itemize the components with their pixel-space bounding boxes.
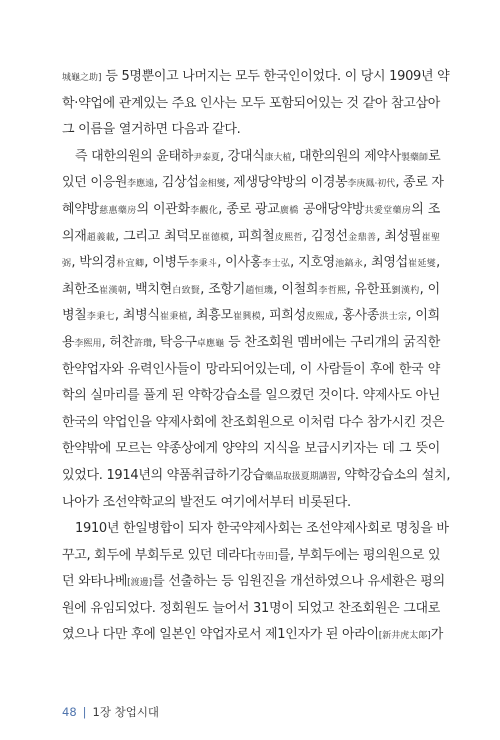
hanja-annotation: 崔興模 (232, 312, 262, 323)
paragraph-member-list (62, 144, 451, 516)
hanja-annotation: 崔延燮 (407, 259, 437, 270)
hanja-annotation: 白致賢 (171, 285, 201, 296)
text-run: , 이철희 (273, 281, 319, 297)
text-line (62, 543, 440, 570)
text-run: , (436, 255, 440, 271)
hanja-annotation: 趙義載 (86, 232, 116, 243)
paragraph-continued (62, 64, 450, 144)
text-run: 1910년 한일병합이 되자 한국약제사회는 조선약제사회로 명칭을 바 (75, 521, 449, 537)
text-run: 한국의 약업인을 약제사회에 찬조회원으로 이처럼 다수 참가시킨 것은 (62, 414, 445, 430)
text-line (62, 383, 440, 410)
hanja-annotation: 許瓚 (133, 338, 153, 349)
text-run: 를, 부회두에는 평의원으로 있 (277, 547, 441, 563)
text-run: 용 (62, 334, 75, 350)
hanja-annotation: 金相燮 (198, 179, 226, 190)
hanja-annotation: 池鎬永 (334, 259, 364, 270)
text-run: , 유한표 (346, 281, 392, 297)
hanja-annotation: [渡邊] (127, 578, 153, 589)
hanja-annotation: 李觀化 (189, 205, 219, 216)
text-run: 있었다. 1914년의 약품취급하기강습 (62, 467, 265, 483)
text-run: , 조항기 (200, 281, 246, 297)
hanja-annotation: 洪士宗 (379, 312, 408, 323)
text-run: 등 찬조회원 멤버에는 구리개의 굵직한 (224, 334, 440, 350)
hanja-annotation: 金鼎善 (347, 232, 377, 243)
text-line (62, 144, 440, 171)
text-run: , 허찬 (101, 334, 134, 350)
text-run: , 종로 자 (395, 175, 444, 191)
text-line (62, 463, 451, 490)
chapter-title: 1장 창업시대 (92, 705, 160, 719)
text-run: 로 (428, 148, 441, 164)
text-run: , 최병식 (114, 308, 160, 324)
text-run: , 지호영 (290, 255, 335, 271)
text-run: 학·약업에 관계있는 주요 인사는 모두 포함되어있는 것 같아 참고삼아 (62, 95, 440, 111)
text-run: 그 이름을 열거하면 다음과 같다. (62, 122, 241, 138)
text-run: 공애당약방 (298, 201, 365, 217)
text-run: 있던 이응원 (62, 175, 128, 191)
hanja-annotation: 李士弘 (261, 259, 291, 270)
hanja-annotation: 共愛堂藥房 (364, 205, 412, 216)
hanja-annotation: 皮熙哲 (274, 232, 303, 243)
text-run: , 백치현 (127, 281, 172, 297)
text-run: 던 와타나베 (62, 574, 128, 590)
hanja-annotation: [寺田] (252, 551, 278, 562)
page-number: 48 (62, 705, 77, 719)
text-line (62, 410, 445, 437)
hanja-annotation: 劉漢杓 (391, 285, 420, 296)
text-run: 꾸고, 회두에 부회두로 있던 데라다 (62, 547, 253, 563)
text-run: 등 5명뿐이고 나머지는 모두 한국인이었다. 이 당시 1909년 약 (101, 69, 450, 84)
text-run: , 최성필 (376, 228, 422, 244)
hanja-annotation: 城龜之助] (62, 73, 102, 83)
text-run: , 최흥모 (188, 308, 233, 324)
hanja-annotation: 皮熙成 (305, 312, 335, 323)
text-run: , 강대식 (220, 148, 265, 164)
text-run: , 탁응구 (152, 334, 197, 350)
text-run: 를 선출하는 등 임원진을 개선하였으나 유세환은 평의 (152, 574, 445, 590)
text-run: 즉 대한의원의 윤태하 (75, 148, 193, 164)
text-line (62, 303, 440, 330)
text-run: 한약업자와 유력인사들이 망라되어있는데, 이 사람들이 후에 한국 약 (62, 361, 440, 377)
text-run: , 피희성 (261, 308, 306, 324)
text-run: , 제생당약방의 이경봉 (225, 175, 348, 191)
text-run: 학의 실마리를 풀게 된 약학강습소를 일으켰던 것이다. 약제사도 아닌 (62, 388, 440, 404)
text-line (62, 117, 440, 144)
text-line (62, 197, 440, 224)
hanja-annotation: 弼 (62, 259, 72, 270)
hanja-annotation: 李庚鳳·初代 (347, 179, 396, 190)
text-line (62, 516, 449, 543)
text-run: , 김상섭 (154, 175, 199, 191)
text-line (62, 596, 440, 623)
hanja-annotation: 朴宜卿 (116, 259, 145, 270)
hanja-annotation: 崔聖 (421, 232, 440, 243)
text-line (62, 622, 444, 649)
hanja-annotation: 李秉斗 (189, 259, 218, 270)
text-run: 최한조 (62, 281, 99, 297)
hanja-annotation: 崔德模 (200, 232, 230, 243)
text-line (62, 277, 440, 304)
text-run: 의 이관화 (136, 201, 190, 217)
text-run: 혜약방 (62, 201, 99, 217)
hanja-annotation: 康大植 (264, 152, 292, 163)
hanja-annotation: 製藥師 (401, 152, 429, 163)
text-run: , 그리고 최덕모 (115, 228, 201, 244)
text-run: , 이사홍 (217, 255, 262, 271)
text-run: 나아가 조선약학교의 발전도 여기에서부터 비롯된다. (62, 494, 351, 510)
text-run: 병칠 (62, 308, 87, 324)
text-run: , 피희철 (229, 228, 275, 244)
paragraph-1910 (62, 516, 449, 649)
footer-separator: | (82, 705, 87, 719)
hanja-annotation: 李秉七 (86, 312, 115, 323)
text-line (62, 490, 440, 517)
text-line (62, 224, 440, 251)
text-run: 의 조 (411, 201, 440, 217)
hanja-annotation: 李應遠 (127, 179, 155, 190)
hanja-annotation: 藥品取扱夏期講習 (264, 471, 337, 482)
text-line (62, 436, 440, 463)
text-line (62, 569, 445, 596)
text-run: 가 (430, 627, 444, 643)
text-line (62, 357, 440, 384)
hanja-annotation: 崔漢朝 (98, 285, 128, 296)
body-text (62, 64, 451, 649)
hanja-annotation: 趙恒璣 (245, 285, 274, 296)
hanja-annotation: 崔秉植 (159, 312, 188, 323)
hanja-annotation: 李熙用 (74, 338, 102, 349)
text-run: , 박의경 (71, 255, 117, 271)
text-line (62, 170, 444, 197)
text-run: 한약밖에 모르는 약종상에게 양약의 지식을 보급시키자는 데 그 뜻이 (62, 441, 440, 457)
text-run: , 약학강습소의 설치, (336, 467, 451, 483)
hanja-annotation: [新井虎太郞] (378, 631, 431, 642)
text-run: , 김정선 (302, 228, 348, 244)
text-line (62, 250, 440, 277)
hanja-annotation: 慈惠藥房 (98, 205, 137, 216)
text-run: , 이 (419, 281, 440, 297)
text-run: , 홍사종 (334, 308, 380, 324)
text-line (62, 64, 450, 91)
text-run: , 종로 광교 (218, 201, 280, 217)
text-run: , 대한의원의 제약사 (291, 148, 402, 164)
hanja-annotation: 李哲熙 (318, 285, 347, 296)
text-line (62, 91, 440, 118)
text-run: , 이병두 (144, 255, 190, 271)
text-line (62, 330, 440, 357)
hanja-annotation: 廣橋 (279, 205, 299, 216)
text-run: 의재 (62, 228, 87, 244)
text-run: , 이희 (407, 308, 440, 324)
page-footer (62, 702, 159, 722)
text-run: 였으나 다만 후에 일본인 약업자로서 제1인자가 된 아라이 (62, 627, 379, 643)
hanja-annotation: 卓應龜 (196, 338, 225, 349)
text-run: 원에 유임되었다. 정회원도 늘어서 31명이 되었고 찬조회원은 그대로 (62, 600, 440, 616)
text-run: , 최영섭 (363, 255, 408, 271)
hanja-annotation: 尹泰夏 (193, 152, 221, 163)
